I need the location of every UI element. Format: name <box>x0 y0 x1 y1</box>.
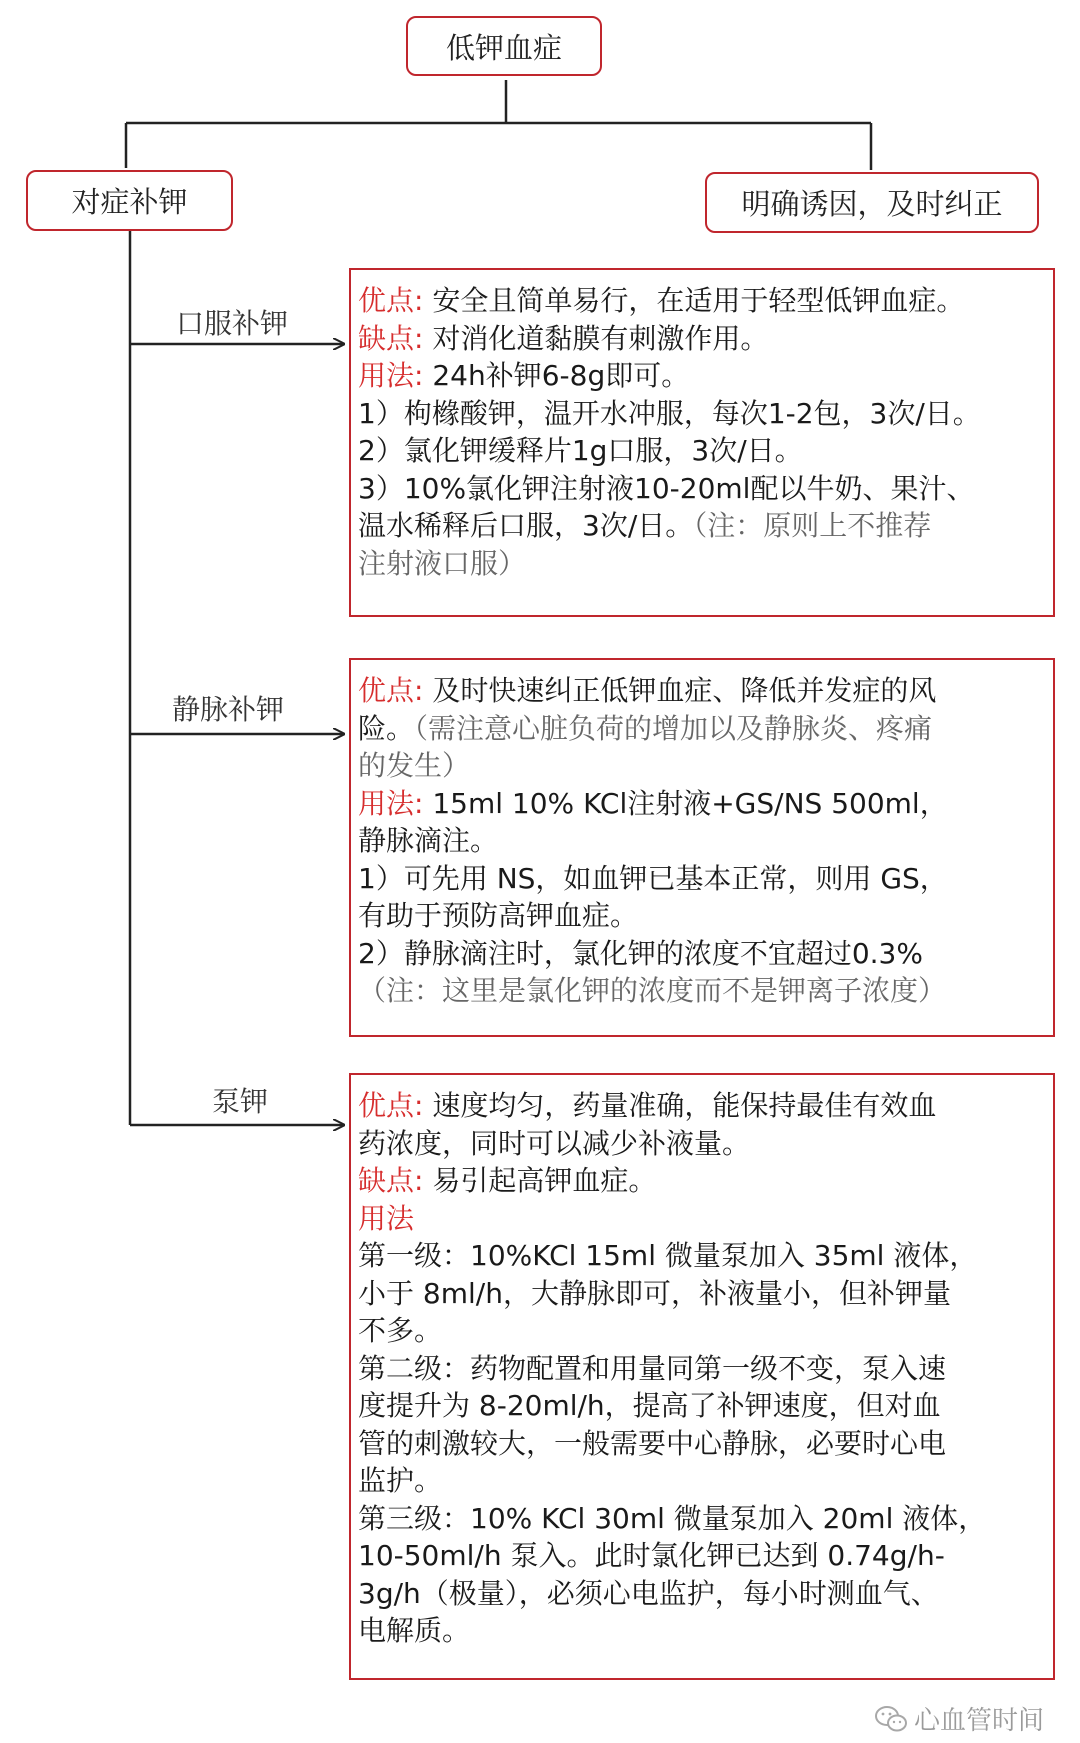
pump-level1-line3: 不多。 <box>358 1314 443 1347</box>
branch-label-iv: 静脉补钾 <box>172 693 285 726</box>
oral-usage-text: 24h补钾6-8g即可。 <box>432 359 690 392</box>
pump-level3-line2: 10-50ml/h 泵入。此时氯化钾已达到 0.74g/h- <box>358 1539 945 1572</box>
oral-adv-label: 优点: <box>358 284 424 317</box>
watermark <box>874 1700 1044 1737</box>
pump-level3-line1: 第三级：10% KCl 30ml 微量泵加入 20ml 液体， <box>358 1501 987 1535</box>
pump-adv-label: 优点: <box>358 1089 424 1122</box>
iv-box <box>349 658 1055 1037</box>
oral-item3-line1: 3）10%氯化钾注射液10-20ml配以牛奶、果汁、 <box>358 471 975 505</box>
iv-adv-note-b: 的发生） <box>358 749 471 782</box>
oral-usage-label: 用法: <box>358 359 424 392</box>
iv-item1-line2: 有助于预防高钾血症。 <box>358 899 639 932</box>
pump-dis-label: 缺点: <box>358 1164 424 1197</box>
watermark-text: 心血管时间 <box>913 1706 1044 1736</box>
iv-item2-note: （注：这里是氯化钾的浓度而不是钾离子浓度） <box>358 974 947 1007</box>
oral-box <box>349 268 1055 617</box>
iv-adv-note-a: （需注意心脏负荷的增加以及静脉炎、疼痛 <box>414 711 933 745</box>
branch-label-pump: 泵钾 <box>212 1085 269 1118</box>
pump-level3-line4: 电解质。 <box>358 1614 471 1647</box>
iv-adv-line2: 险。 <box>358 711 415 745</box>
left-node <box>26 170 233 231</box>
pump-adv-line1: 速度均匀，药量准确，能保持最佳有效血 <box>432 1089 937 1122</box>
oral-dis-text: 对消化道黏膜有刺激作用。 <box>432 321 769 355</box>
pump-dis-text: 易引起高钾血症。 <box>432 1164 657 1197</box>
pump-level2-line2: 度提升为 8-20ml/h，提高了补钾速度，但对血 <box>358 1389 941 1422</box>
wechat-icon <box>874 1705 908 1733</box>
branch-label-oral: 口服补钾 <box>176 307 289 340</box>
pump-adv-line2: 药浓度，同时可以减少补液量。 <box>358 1126 751 1160</box>
pump-level1-line1: 第一级：10%KCl 15ml 微量泵加入 35ml 液体， <box>358 1239 978 1272</box>
oral-item3-note-b: 注射液口服） <box>358 546 527 580</box>
pump-box <box>349 1073 1055 1680</box>
oral-item1: 1）枸橼酸钾，温开水冲服，每次1-2包，3次/日。 <box>358 396 981 430</box>
right-node-label: 明确诱因，及时纠正 <box>741 187 1003 221</box>
oral-item3-note-a: （注：原则上不推荐 <box>693 509 932 542</box>
root-label: 低钾血症 <box>445 30 562 65</box>
iv-adv-label: 优点: <box>358 674 424 707</box>
oral-adv-text: 安全且简单易行，在适用于轻型低钾血症。 <box>432 284 965 317</box>
iv-usage-label: 用法: <box>358 786 424 820</box>
iv-item1-line1: 1）可先用 NS，如血钾已基本正常，则用 GS， <box>358 861 948 895</box>
root-node <box>406 16 602 76</box>
iv-usage-line1: 15ml 10% KCl注射液+GS/NS 500ml， <box>432 786 948 820</box>
right-node <box>705 172 1039 233</box>
oral-dis-label: 缺点: <box>358 321 424 355</box>
oral-item2: 2）氯化钾缓释片1g口服，3次/日。 <box>358 434 803 467</box>
pump-level3-line3: 3g/h（极量），必须心电监护，每小时测血气、 <box>358 1576 939 1610</box>
pump-level1-line2: 小于 8ml/h，大静脉即可，补液量小，但补钾量 <box>358 1276 951 1310</box>
iv-adv-line1: 及时快速纠正低钾血症、降低并发症的风 <box>432 674 937 707</box>
iv-usage-line2: 静脉滴注。 <box>358 824 499 857</box>
pump-level2-line1: 第二级：药物配置和用量同第一级不变，泵入速 <box>358 1351 947 1385</box>
left-node-label: 对症补钾 <box>71 185 188 219</box>
iv-item2-line1: 2）静脉滴注时，氯化钾的浓度不宜超过0.3% <box>358 936 923 970</box>
pump-level2-line4: 监护。 <box>358 1464 443 1497</box>
pump-level2-line3: 管的刺激较大，一般需要中心静脉，必要时心电 <box>358 1426 947 1460</box>
oral-item3-line2: 温水稀释后口服，3次/日。 <box>358 509 694 542</box>
pump-usage-label: 用法 <box>358 1201 415 1235</box>
